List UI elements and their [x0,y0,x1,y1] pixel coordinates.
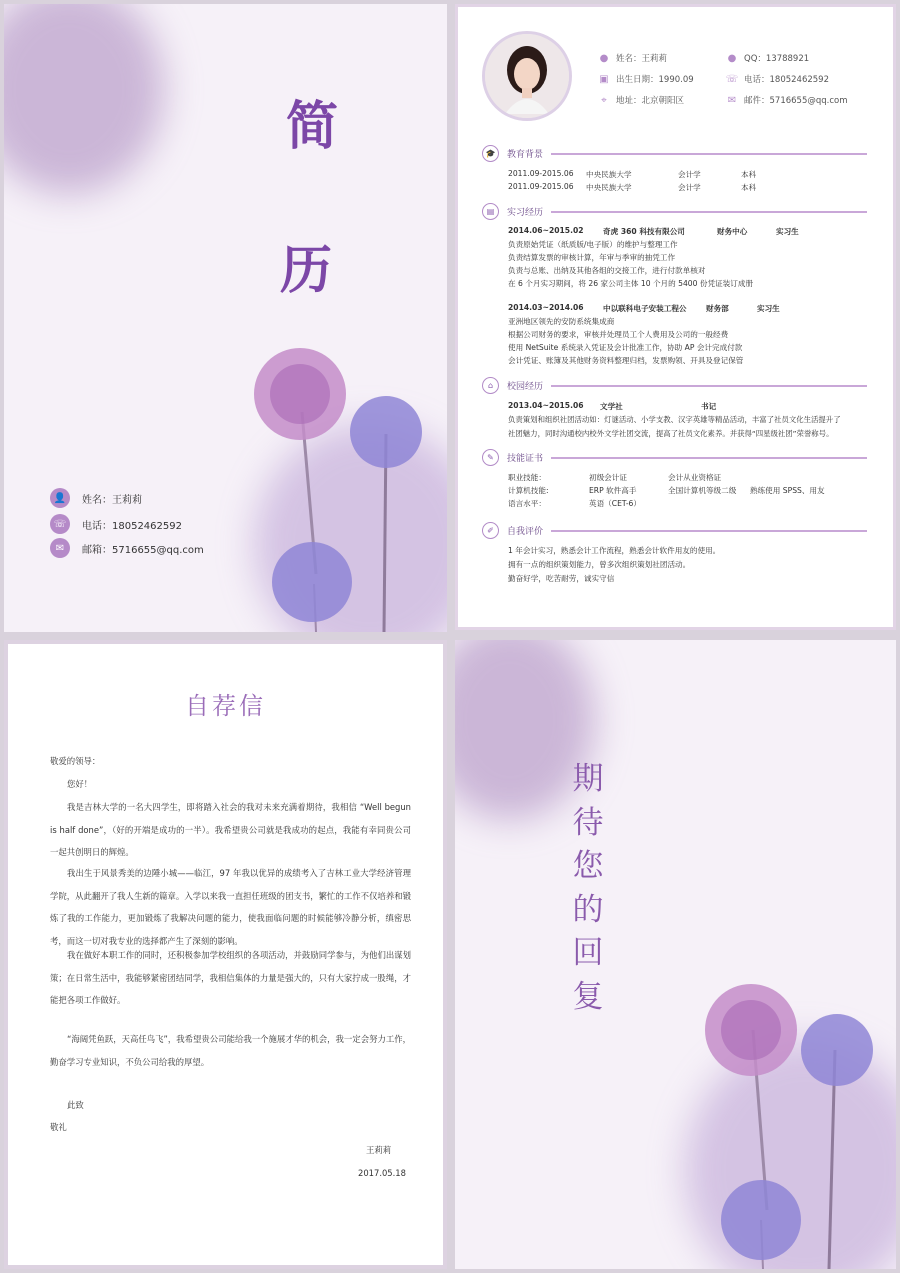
location-pin-icon: ⌖ [601,94,607,106]
education-row: 2011.09-2015.06 [508,182,574,191]
user-icon: 👤 [50,488,70,508]
info-name: ● 姓名：王莉莉 [599,52,668,64]
letter-paragraph: 我是吉林大学的一名大四学生，即将踏入社会的我对未来充满着期待，我相信 “Well begun is half done”，（好的开端是成功的一半）。我希望贵公司就是我成功的起点，我能有幸同贵公司一起共创明日的辉煌。 [50,802,411,857]
user-icon: ● [599,52,609,64]
letter-closing: 敬礼 [50,1122,67,1132]
avatar [482,31,572,121]
watercolor-wash [4,4,164,194]
info-address: ⌖ 地址：北京朝阳区 [598,94,684,106]
education-row: 2011.09-2015.06 [508,169,574,178]
cover-title-char-2: 历 [280,240,333,301]
certificate-icon: ✎ [482,449,499,466]
resume-page: ● 姓名：王莉莉 ▣ 出生日期：1990.09 ⌖ 地址：北京朝阳区 ● QQ：13788921 ☏ 电话：18052462592 ✉ 邮件：5716655@qq.com 🎓 教育背景 2011.09-2015.06 中央民族大学 会计学 本科 2011.09-2015.06 中央民族大学 会计学 本科 ▤ 实习经历 2014.06~2015.02 奇虎 360 科技有限公司 财务中心 实习生 负责原始凭证（纸质版/电子版）的维护与整理工作 负责结算发票的审核计算，年审与季审的抽凭工作 负责与总账、出纳及其他各组的交接工作，进行付款单核对 在 6 个月实习期间，将 26 家公司主体 10 个月的 5400 份凭证装订成册 2014.03~2014.06 中以联科电子安装工程公 财务部 实习生 亚洲地区领先的安防系统集成商 根据公司财务的要求，审核并处理员工个人费用及公司的一般经费 使用 NetSuite 系统录入凭证及会计批准工作，协助 AP 会计完成付款 会计凭证、账簿及其他财务资料整理归档，发票购领、开具及登记保管 ⌂ 校园经历 2013.04~2015.06 文学社 书记 负责策划和组织社团活动如：灯谜活动、小学支教、汉字英雄等精品活动，丰富了社员文化生活提升了 社团魅力，同时沟通校内校外文学社团交流，提高了社员文化素养。并获得“四星级社团”荣誉称号。 ✎ 技能证书 职业技能： 初级会计证 会计从业资格证 计算机技能: ERP 软件高手 全国计算机等级二级 熟练使用 SPSS、用友 语言水平： 英语（CET-6） ✐ 自我评价 1 年会计实习，熟悉会计工作流程，熟悉会计软件用友的使用。 拥有一点的组织策划能力，曾多次组织策划社团活动。 勤奋好学，吃苦耐劳，诚实守信 [455,4,896,630]
letter-paragraph: 我出生于风景秀美的边陲小城——临江，97 年我以优异的成绩考入了吉林工业大学经济管理学院，从此翻开了我人生新的篇章。入学以来我一直担任班级的团支书，繁忙的工作不仅培养和锻炼了我的工作能力，更加锻炼了我解决问题的能力，使我面临问题的时候能够冷静分析，缜密思考，而这一切对我专业的选择都产生了深刻的影响。 [50,868,411,946]
cover-page [4,4,447,632]
cover-letter-page [4,640,447,1269]
section-campus-header: ⌂ 校园经历 [482,377,867,394]
cover-email: ✉ 邮箱：5716655@qq.com [50,538,204,558]
closing-page [455,640,896,1269]
letter-salutation: 敬爱的领导： [50,756,101,766]
section-education-header: 🎓 教育背景 [482,145,867,162]
graduation-cap-icon: 🎓 [482,145,499,162]
dandelion-illustration [234,344,447,632]
cover-title-char-1: 简 [286,96,339,157]
letter-signature: 王莉莉 [366,1145,392,1155]
edit-icon: ✐ [482,522,499,539]
letter-closing: 此致 [67,1100,84,1110]
cover-name: 👤 姓名：王莉莉 [50,488,142,508]
letter-date: 2017.05.18 [358,1168,406,1178]
mail-icon: ✉ [50,538,70,558]
mail-icon: ✉ [727,94,737,106]
letter-title: 自荐信 [185,692,266,720]
briefcase-icon: ▤ [482,203,499,220]
cover-phone: ☏ 电话：18052462592 [50,514,182,534]
gift-icon: ▣ [599,73,609,85]
qq-icon: ● [727,52,737,64]
dandelion-illustration [695,980,896,1269]
info-phone: ☏ 电话：18052462592 [725,73,829,85]
section-self-eval-header: ✐ 自我评价 [482,522,867,539]
letter-greeting: 您好！ [67,779,93,789]
phone-icon: ☏ [50,514,70,534]
info-email: ✉ 邮件：5716655@qq.com [727,94,848,106]
info-birth: ▣ 出生日期：1990.09 [599,73,694,85]
letter-paragraph: 我在做好本职工作的同时，还积极参加学校组织的各项活动，并鼓励同学参与，为他们出谋划策；在日常生活中，我能够紧密团结同学，我相信集体的力量是强大的，只有大家拧成一股绳，才能把各项工作做好。 [50,950,411,1005]
info-qq: ● QQ：13788921 [727,52,810,64]
closing-vertical-text: 期 待 您 的 回 复 [572,761,604,1015]
school-icon: ⌂ [482,377,499,394]
letter-paragraph: “海阔凭鱼跃，天高任鸟飞”，我希望贵公司能给我一个施展才华的机会，我一定会努力工作，勤奋学习专业知识，不负公司给我的厚望。 [50,1034,411,1067]
section-skills-header: ✎ 技能证书 [482,449,867,466]
section-internship-header: ▤ 实习经历 [482,203,867,220]
phone-icon: ☏ [725,73,739,85]
